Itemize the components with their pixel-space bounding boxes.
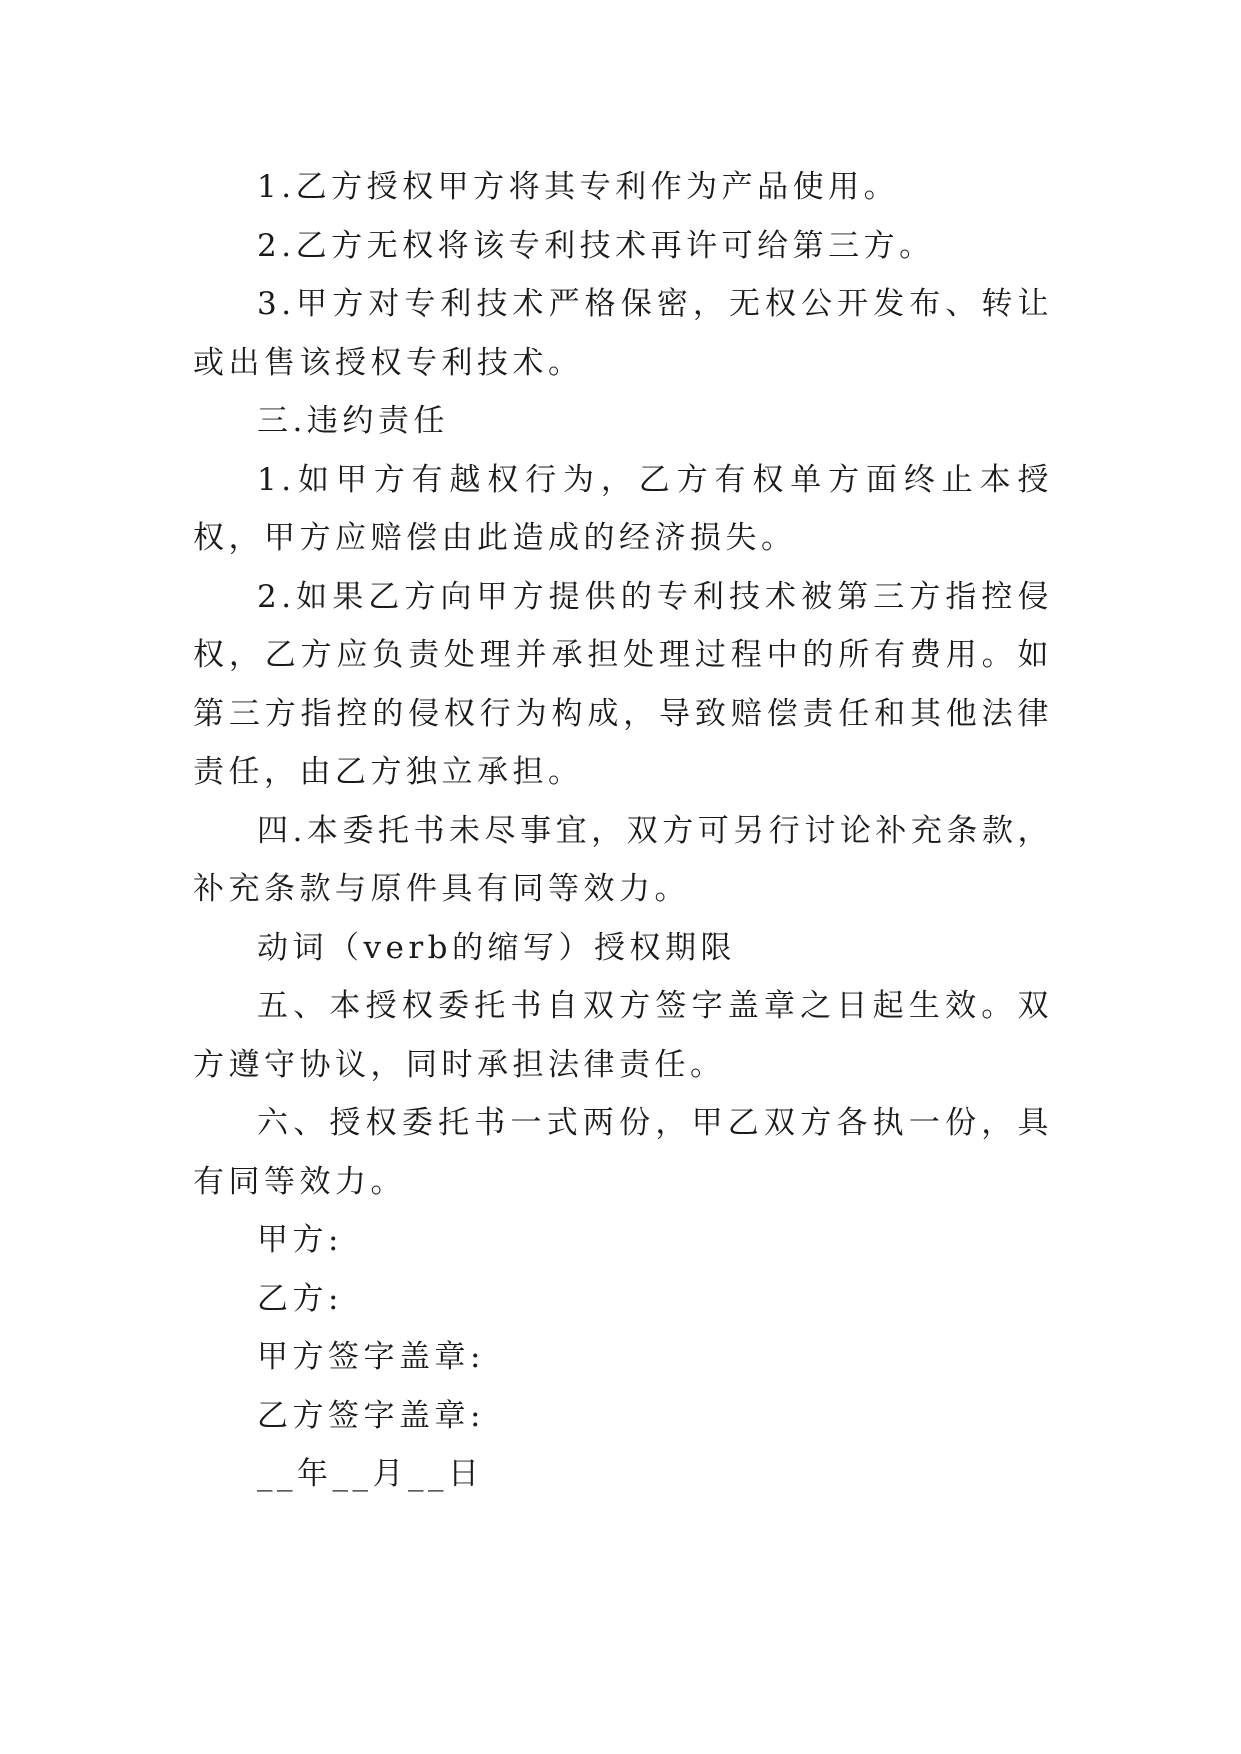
clause-3-2: 2.如果乙方向甲方提供的专利技术被第三方指控侵权，乙方应负责处理并承担处理过程中的所有费用。如第三方指控的侵权行为构成，导致赔偿责任和其他法律责任，由乙方独立承担。 [193,578,1053,790]
clause-4: 四.本委托书未尽事宜，双方可另行讨论补充条款，补充条款与原件具有同等效力。 [193,812,1053,907]
clause-6: 六、授权委托书一式两份，甲乙双方各执一份，具有同等效力。 [193,1105,1053,1200]
date-line: __年__月__日 [257,1456,484,1492]
party-a-seal-label: 甲方签字盖章: [257,1339,485,1375]
party-b-label: 乙方: [257,1280,343,1317]
party-b-seal-label: 乙方签字盖章: [257,1397,485,1434]
section-heading-term: 动词（verb的缩写）授权期限 [257,929,737,966]
document-body [193,158,1053,1504]
clause-5: 五、本授权委托书自双方签字盖章之日起生效。双方遵守协议，同时承担法律责任。 [193,988,1053,1083]
clause-3-1: 1.如甲方有越权行为，乙方有权单方面终止本授权，甲方应赔偿由此造成的经济损失。 [193,461,1053,556]
clause-2-3: 3.甲方对专利技术严格保密，无权公开发布、转让或出售该授权专利技术。 [193,286,1053,381]
clause-2-1: 1.乙方授权甲方将其专利作为产品使用。 [257,169,900,205]
clause-2-2: 2.乙方无权将该专利技术再许可给第三方。 [257,227,935,264]
section-heading-breach: 三.违约责任 [257,403,449,439]
party-a-label: 甲方: [257,1222,343,1258]
